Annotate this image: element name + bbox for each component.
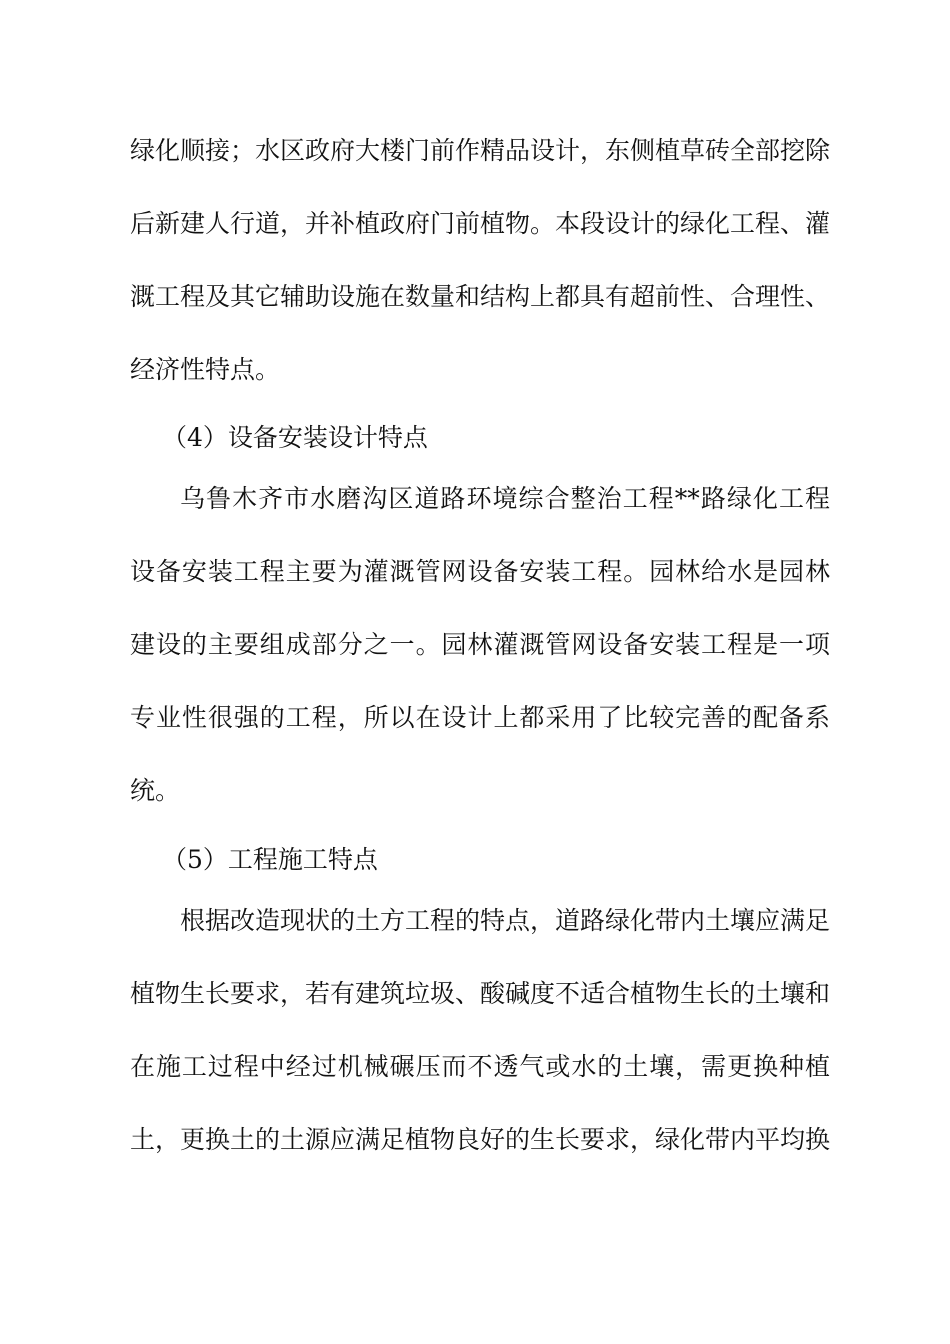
section-heading: （4）设备安装设计特点 [162, 423, 428, 452]
text-line: 专业性很强的工程，所以在设计上都采用了比较完善的配备系 [130, 703, 830, 732]
text-line: 统。 [130, 776, 181, 805]
text-line: 在施工过程中经过机械碾压而不透气或水的土壤，需更换种植 [130, 1052, 830, 1081]
text-line: 建设的主要组成部分之一。园林灌溉管网设备安装工程是一项 [130, 630, 830, 659]
text-line: 土，更换土的土源应满足植物良好的生长要求，绿化带内平均换 [130, 1125, 831, 1154]
text-line: 植物生长要求，若有建筑垃圾、酸碱度不适合植物生长的土壤和 [130, 979, 831, 1008]
section-heading: （5）工程施工特点 [162, 845, 378, 874]
text-line: 溉工程及其它辅助设施在数量和结构上都具有超前性、合理性、 [130, 282, 831, 311]
text-line: 根据改造现状的土方工程的特点，道路绿化带内土壤应满足 [180, 906, 831, 935]
text-line: 设备安装工程主要为灌溉管网设备安装工程。园林给水是园林 [130, 557, 830, 586]
text-line: 后新建人行道，并补植政府门前植物。本段设计的绿化工程、灌 [130, 209, 831, 238]
text-line: 乌鲁木齐市水磨沟区道路环境综合整治工程**路绿化工程 [180, 484, 830, 513]
text-line: 经济性特点。 [130, 355, 281, 384]
text-line: 绿化顺接；水区政府大楼门前作精品设计，东侧植草砖全部挖除 [130, 136, 831, 165]
